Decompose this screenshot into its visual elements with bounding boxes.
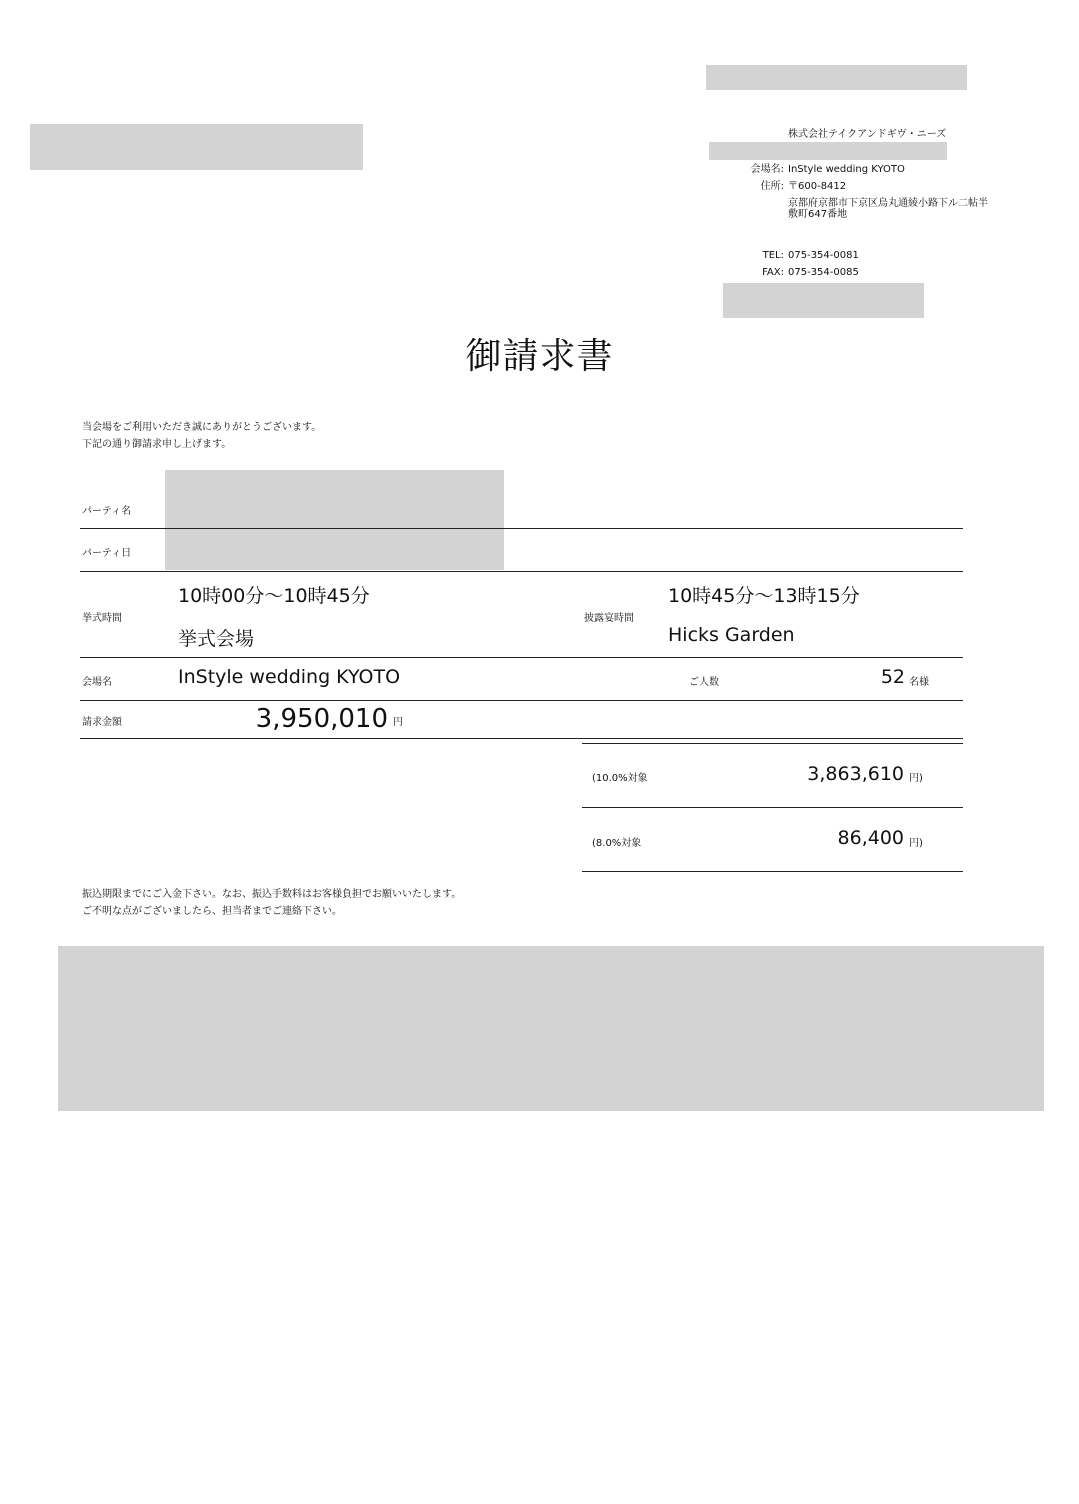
tax-10-unit: 円) (909, 773, 923, 784)
redacted-stamp-area (723, 283, 924, 318)
note-line-2: ご不明な点がございましたら、担当者までご連絡下さい。 (82, 906, 342, 917)
divider (80, 528, 963, 529)
tax-10-label: (10.0%対象 (592, 773, 648, 784)
redacted-header-top-right (706, 65, 967, 90)
divider (80, 700, 963, 701)
tax-divider (582, 743, 963, 744)
venue-label: 会場名: (750, 164, 784, 175)
venue-value: InStyle wedding KYOTO (788, 164, 905, 175)
amount-unit: 円 (393, 717, 403, 728)
ceremony-place-value: 挙式会場 (178, 628, 255, 650)
divider (80, 571, 963, 572)
amount-value: 3,950,010 (255, 704, 388, 734)
intro-line-1: 当会場をご利用いただき誠にありがとうございます。 (82, 422, 322, 433)
document-title: 御請求書 (465, 336, 614, 377)
guests-label: ご人数 (689, 677, 719, 688)
ceremony-time-label: 挙式時間 (82, 613, 122, 624)
tax-divider (582, 871, 963, 872)
redacted-party-info (165, 470, 504, 570)
tel-label: TEL: (762, 250, 784, 261)
intro-line-2: 下記の通り御請求申し上げます。 (82, 439, 232, 450)
tax-8-unit: 円) (909, 838, 923, 849)
party-name-label: パーティ名 (82, 506, 132, 517)
redacted-recipient-name (30, 124, 363, 170)
address-label: 住所: (760, 181, 784, 192)
fax-label: FAX: (762, 267, 784, 278)
divider (80, 738, 963, 739)
company-name: 株式会社テイクアンドギヴ・ニーズ (788, 129, 947, 140)
redacted-bank-info (58, 946, 1044, 1111)
postal-code: 〒600-8412 (788, 181, 847, 192)
address-line-2: 敷町647番地 (788, 209, 848, 220)
divider (80, 657, 963, 658)
tel-value: 075-354-0081 (788, 250, 859, 261)
venue-row-label: 会場名 (82, 677, 112, 688)
tax-8-label: (8.0%対象 (592, 838, 642, 849)
redacted-company-line (709, 142, 947, 160)
tax-divider (582, 807, 963, 808)
party-date-label: パーティ日 (82, 548, 132, 559)
reception-time-value: 10時45分〜13時15分 (668, 585, 860, 607)
guests-value: 52 (880, 666, 905, 688)
note-line-1: 振込期限までにご入金下さい。なお、振込手数料はお客様負担でお願いいたします。 (82, 889, 462, 900)
fax-value: 075-354-0085 (788, 267, 859, 278)
tax-10-value: 3,863,610 (807, 763, 904, 785)
amount-label: 請求金額 (82, 717, 122, 728)
reception-time-label: 披露宴時間 (584, 613, 634, 624)
guests-unit: 名様 (909, 677, 929, 688)
ceremony-time-value: 10時00分〜10時45分 (178, 585, 370, 607)
address-line-1: 京都府京都市下京区烏丸通綾小路下ル二帖半 (788, 198, 988, 209)
reception-place-value: Hicks Garden (668, 624, 795, 646)
tax-8-value: 86,400 (837, 827, 904, 849)
venue-row-value: InStyle wedding KYOTO (178, 666, 401, 688)
